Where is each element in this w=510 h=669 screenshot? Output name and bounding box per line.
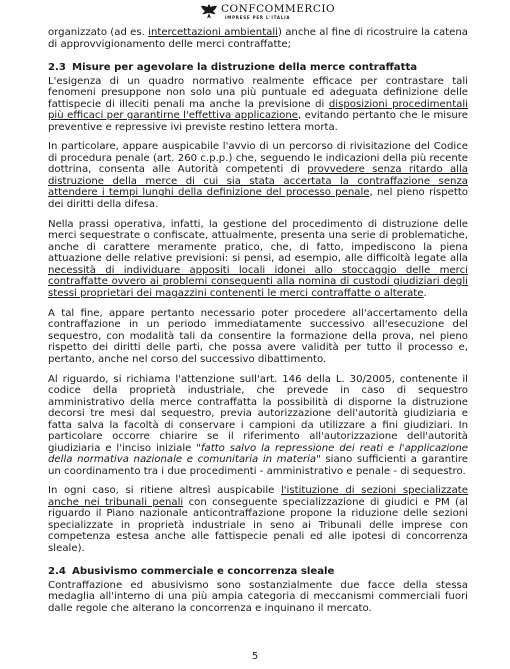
brand-tagline: IMPRESE PER L'ITALIA <box>225 15 291 20</box>
page-number: 5 <box>251 651 259 662</box>
underlined-text: provvedere senza ritardo alla distruzione della merce di cui sia stata accertata la contraffazione senza attendere i tempi lunghi della definizione del processo penale <box>48 164 468 199</box>
text-run: con conseguente specializzazione di giudici e PM (al riguardo il Piano nazionale anticontraffazione propone la riduzione delle sezioni specializzate in proprietà industriale in seno ai Tribunali delle imprese con competenza estesa anche alle fattispecie penali ed alle ipotesi di concorrenza sleale). <box>48 496 468 554</box>
text-run: . <box>423 287 427 299</box>
text-run: " siano sufficienti a garantire un coordinamento tra i due procedimenti - amministrativo e penale - di sequestro. <box>48 454 468 477</box>
text-run: Contraffazione ed abusivismo sono sostanzialmente due facce della stessa medaglia all'interno di una più ampia categoria di meccanismi commerciali fuori dalle regole che alterano la concorrenza e inquinano il mercato. <box>48 579 468 614</box>
section-title: Abusivismo commerciale e concorrenza sleale <box>72 566 335 578</box>
underlined-text: necessità di individuare appositi locali idonei allo stoccaggio delle merci contraffatte ovvero ai problemi conseguenti alla nomina di custodi giudiziari degli stessi proprietari dei magazzini contenenti le merci contraffatte o alterate <box>48 264 468 299</box>
paragraph <box>48 580 468 615</box>
section-heading <box>48 62 468 74</box>
text-run: In particolare, appare auspicabile l'avvio di un percorso di rivisitazione del Codice di procedura penale (art. 260 c.p.p.) che, seguendo le indicazioni della più recente dottrina, consenta alle Autorità competenti di <box>48 141 468 176</box>
underlined-text: intercettazioni ambientali <box>148 27 278 38</box>
document-body <box>48 27 468 623</box>
paragraph <box>48 374 468 478</box>
text-run: ) anche al fine di ricostruire la catena di approvvigionamento delle merci contraffatte; <box>48 27 469 50</box>
paragraph <box>48 141 468 210</box>
section-heading <box>48 566 468 578</box>
text-run: organizzato (ad es. <box>48 27 149 38</box>
text-run: L'esigenza di un quadro normativo realmente efficace per contrastare tali fenomeni presuppone non solo una più puntuale ed adeguata definizione delle fattispecie di illeciti penali ma anche la previsione di <box>48 75 468 110</box>
page-header <box>0 2 510 22</box>
text-run: Al riguardo, si richiama l'attenzione sull'art. 146 della L. 30/2005, contenente il codice della proprietà industriale, che prevede in caso di sequestro amministrativo della merce contraffatta la possibilità di disporne la distruzione decorsi tre mesi dal sequestro, previa autorizzazione dell'autorità giudiziaria e fatta salva la facoltà di conservare i campioni da utilizzare a fini giudiziari. In particolare occorre chiarire se il riferimento all'autorizzazione dell'autorità giudiziaria e l'inciso iniziale " <box>48 373 468 454</box>
text-run: Nella prassi operativa, infatti, la gestione del procedimento di distruzione delle merci sequestrate o confiscate, attualmente, presenta una serie di problematiche, anche di carattere meramente pratico, che, di fatto, impediscono la piena attuazione delle relative previsioni: si pensi, ad esempio, alle difficoltà legate alla <box>48 218 468 265</box>
eagle-emblem-icon <box>200 3 218 20</box>
section-title: Misure per agevolare la distruzione della merce contraffatta <box>72 62 418 73</box>
paragraph <box>48 76 468 134</box>
paragraph <box>48 485 468 554</box>
paragraph <box>48 27 468 50</box>
text-run: A tal fine, appare pertanto necessario poter procedere all'accertamento della contraffazione in un periodo immediatamente successivo all'esecuzione del sequestro, con modalità tali da consentire la formazione della prova, nel pieno rispetto dei diritti delle parti, che possa avere validità per tutto il processo e, pertanto, anche nel corso del successivo dibattimento. <box>48 307 468 365</box>
italic-text: fatto salvo la repressione dei reati e l'applicazione della normativa nazionale e comunitaria in materia <box>48 442 468 466</box>
paragraph <box>48 219 468 300</box>
text-run: , nel pieno rispetto dei diritti della difesa. <box>48 187 468 210</box>
underlined-text: l'istituzione di sezioni specializzate anche nei tribunali penali <box>48 485 468 508</box>
brand-name: CONFCOMMERCIO <box>221 3 336 15</box>
text-run: , evitando pertanto che le misure preventive e repressive ivi previste restino lettera morta. <box>48 110 468 133</box>
section-number: 2.3 <box>48 62 66 73</box>
section-number: 2.4 <box>48 566 66 578</box>
paragraph <box>48 308 468 366</box>
underlined-text: disposizioni procedimentali più efficaci per garantirne l'effettiva applicazione <box>48 98 468 121</box>
text-run: In ogni caso, si ritiene altresì auspicabile <box>48 485 281 497</box>
